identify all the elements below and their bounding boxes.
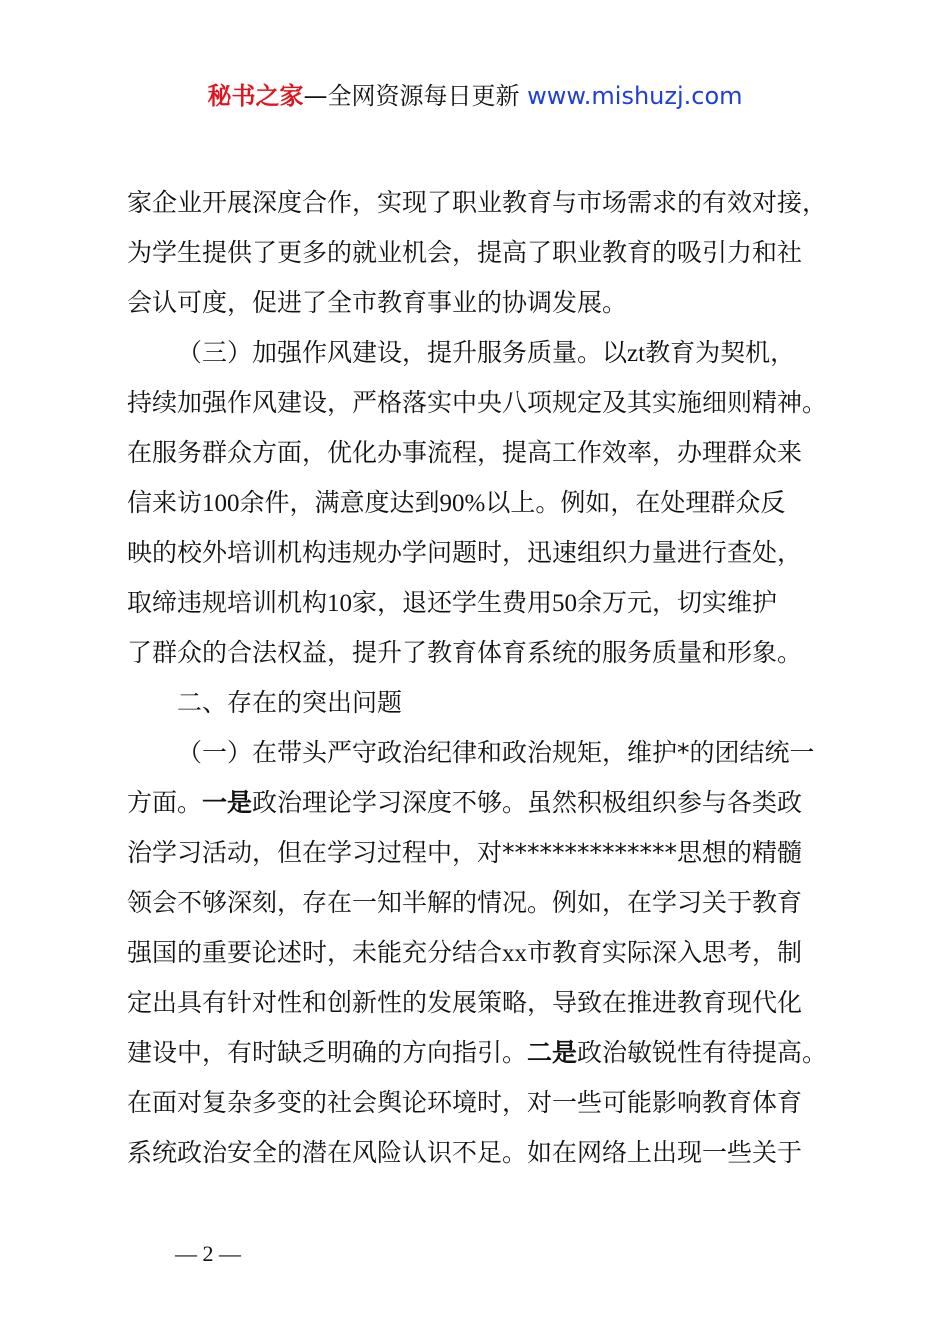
brand-name: 秘书之家 (207, 82, 304, 110)
text-span: 余万元，切实维护 (577, 588, 778, 617)
text-span: xx (502, 940, 528, 967)
site-url-link[interactable]: www.mishuzj.com (527, 82, 743, 110)
text-span: 余件，满意度达到 (239, 488, 440, 517)
text-line (127, 778, 837, 828)
text-line: 为学生提供了更多的就业机会，提高了职业教育的吸引力和社 (127, 238, 803, 267)
text-line: 家企业开展深度合作，实现了职业教育与市场需求的有效对接， (127, 188, 828, 217)
text-line: 领会不够深刻，存在一知半解的情况。例如，在学习关于教育 (127, 888, 803, 917)
text-line: 持续加强作风建设，严格落实中央八项规定及其实施细则精神。 (127, 388, 828, 417)
text-span: 90% (439, 490, 486, 517)
paragraph-start-line (127, 328, 837, 378)
text-span: 信来访 (127, 488, 203, 517)
text-span: 50 (552, 590, 578, 617)
text-span: 强国的重要论述时，未能充分结合 (127, 938, 503, 967)
text-span: 建设中，有时缺乏明确的方向指引。 (127, 1038, 528, 1067)
text-span: zt (627, 340, 646, 367)
text-span: 政治敏锐性有待提高。 (577, 1038, 828, 1067)
text-line: 在服务群众方面，优化办事流程，提高工作效率，办理群众来 (127, 438, 803, 467)
text-line (127, 478, 837, 528)
site-header (0, 80, 950, 112)
text-span: 取缔违规培训机构 (127, 588, 328, 617)
text-span: 以上。例如，在处理群众反 (485, 488, 786, 517)
text-span: 教育为契机， (645, 338, 796, 367)
header-tagline: —全网资源每日更新 (303, 82, 520, 110)
text-span: 10 (327, 590, 353, 617)
text-span: 市教育实际深入思考，制 (527, 938, 803, 967)
document-body (127, 178, 837, 1178)
text-line (127, 928, 837, 978)
text-line: 在面对复杂多变的社会舆论环境时，对一些可能影响教育体育 (127, 1088, 803, 1117)
text-line: 定出具有针对性和创新性的发展策略，导致在推进教育现代化 (127, 988, 803, 1017)
text-line: 系统政治安全的潜在风险认识不足。如在网络上出现一些关于 (127, 1138, 803, 1167)
paragraph-start-line: （一）在带头严守政治纪律和政治规矩，维护*的团结统一 (177, 738, 815, 767)
text-line: 会认可度，促进了全市教育事业的协调发展。 (127, 288, 628, 317)
text-line (127, 578, 837, 628)
text-span: 方面。 (127, 788, 203, 817)
text-span: 家，退还学生费用 (352, 588, 553, 617)
page-number: — 2 — (175, 1241, 241, 1266)
text-span: 100 (202, 490, 240, 517)
text-line: 映的校外培训机构违规办学问题时，迅速组织力量进行查处， (127, 538, 803, 567)
section-heading: 二、存在的突出问题 (177, 688, 403, 717)
text-line (127, 1028, 837, 1078)
emphasis-text: 一是 (202, 788, 253, 817)
text-line: 治学习活动，但在学习过程中，对**************思想的精髓 (127, 838, 803, 867)
text-span: （三）加强作风建设，提升服务质量。以 (177, 338, 628, 367)
emphasis-text: 二是 (527, 1038, 578, 1067)
text-line: 了群众的合法权益，提升了教育体育系统的服务质量和形象。 (127, 638, 803, 667)
text-span: 政治理论学习深度不够。虽然积极组织参与各类政 (252, 788, 803, 817)
